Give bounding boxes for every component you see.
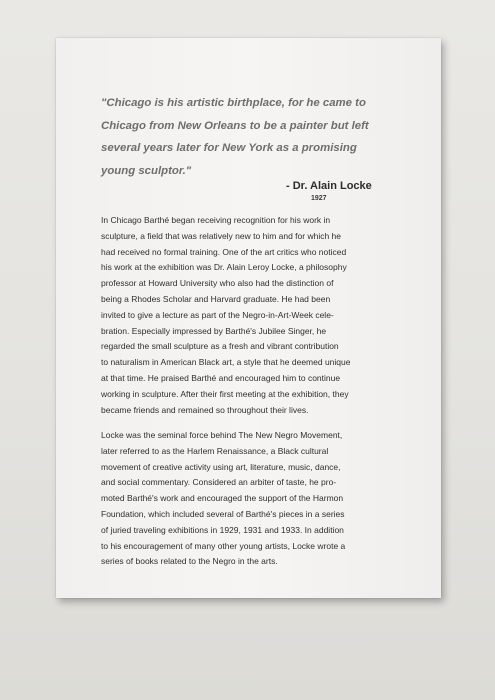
paragraph-line: sculpture, a field that was relatively new to him and for which he <box>101 230 342 241</box>
quote-attribution: - Dr. Alain Locke <box>286 180 372 192</box>
paragraph-line: regarded the small sculpture as a fresh and vibrant contribution <box>101 341 339 352</box>
paragraph-line: series of books related to the Negro in the arts. <box>101 556 278 567</box>
paragraph-line: movement of creative activity using art, literature, music, dance, <box>101 461 341 472</box>
paragraph-line: and social commentary. Considered an arbiter of taste, he pro- <box>101 477 337 488</box>
paragraph-line: moted Barthé's work and encouraged the support of the Harmon <box>101 493 344 504</box>
quote-line: "Chicago is his artistic birthplace, for he came to <box>101 97 366 109</box>
paragraph-line: Foundation, which included several of Barthé's pieces in a series <box>101 508 345 519</box>
paragraph-line: of juried traveling exhibitions in 1929, 1931 and 1933. In addition <box>101 524 344 535</box>
quote-line: young sculptor." <box>101 164 192 177</box>
paragraph-line: became friends and remained so throughout their lives. <box>101 404 309 415</box>
paragraph-line: professor at Howard University who also had the distinction of <box>101 278 334 289</box>
paragraph-line: to naturalism in American Black art, a style that he deemed unique <box>101 357 351 368</box>
paragraph-line: In Chicago Barthé began receiving recognition for his work in <box>101 215 331 225</box>
paragraph-line: invited to give a lecture as part of the Negro-in-Art-Week cele- <box>101 309 334 320</box>
quote-line: Chicago from New Orleans to be a painter but left <box>101 119 369 132</box>
quote-block <box>101 92 391 182</box>
quote-line: several years later for New York as a promising <box>101 142 357 154</box>
paragraph-line: Locke was the seminal force behind The New Negro Movement, <box>101 430 343 440</box>
paragraph-line: at that time. He praised Barthé and encouraged him to continue <box>101 372 341 383</box>
paragraph-line: later referred to as the Harlem Renaissance, a Black cultural <box>101 445 329 456</box>
paragraph-line: being a Rhodes Scholar and Harvard graduate. He had been <box>101 293 331 304</box>
paragraph-line: bration. Especially impressed by Barthé's Jubilee Singer, he <box>101 325 327 336</box>
paragraph-line: had received no formal training. One of the art critics who noticed <box>101 246 347 257</box>
body-paragraph-1 <box>101 213 391 418</box>
paragraph-line: his work at the exhibition was Dr. Alain Leroy Locke, a philosophy <box>101 262 347 273</box>
body-paragraph-2 <box>101 428 391 570</box>
paragraph-line: to his encouragement of many other young artists, Locke wrote a <box>101 540 346 551</box>
paragraph-line: working in sculpture. After their first meeting at the exhibition, they <box>101 388 349 399</box>
quote-year: 1927 <box>311 195 327 202</box>
